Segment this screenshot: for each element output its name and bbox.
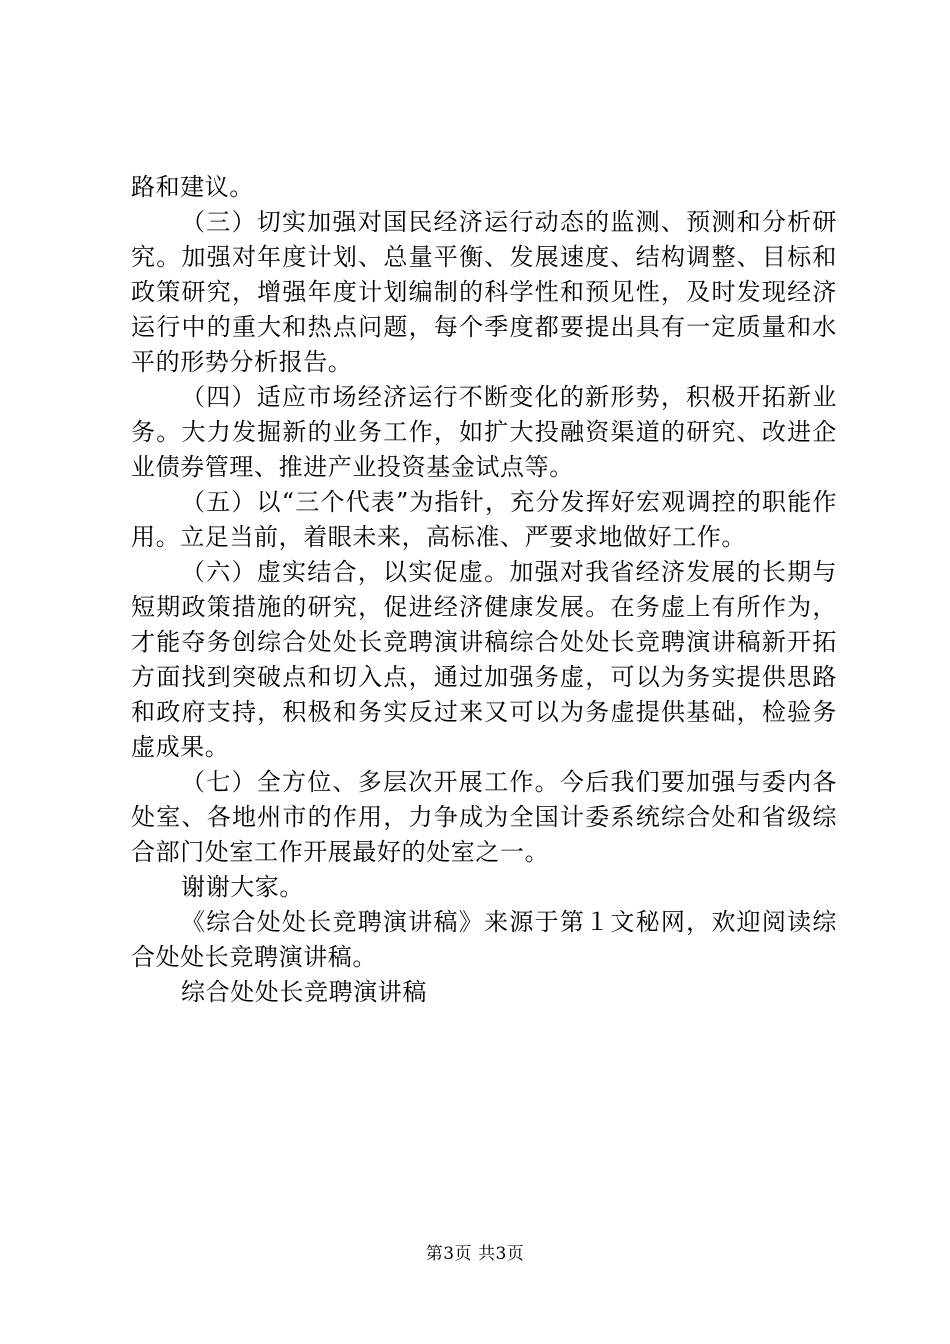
paragraph-thanks: 谢谢大家。: [181, 873, 304, 901]
page-footer: [0, 1242, 950, 1266]
paragraph-item-3: （三）切实加强对国民经济运行动态的监测、预测和分析研究。加强对年度计划、总量平衡、发展速度、结构调整、目标和政策研究，增强年度计划编制的科学性和预见性，及时发现经济运行中的重大和热点问题，每个季度都要提出具有一定质量和水平的形势分析报告。: [131, 208, 837, 376]
paragraph-item-4: （四）适应市场经济运行不断变化的新形势，积极开拓新业务。大力发掘新的业务工作，如扩大投融资渠道的研究、改进企业债券管理、推进产业投资基金试点等。: [131, 383, 837, 481]
paragraph-closing-title: 综合处处长竞聘演讲稿: [181, 978, 427, 1006]
page-number-label: 第3页 共3页: [425, 1244, 525, 1264]
paragraph-item-5: （五）以“三个代表”为指针，充分发挥好宏观调控的职能作用。立足当前，着眼未来，高标准、严要求地做好工作。: [131, 488, 837, 551]
paragraph-source-note: 《综合处处长竞聘演讲稿》来源于第１文秘网，欢迎阅读综合处处长竞聘演讲稿。: [131, 908, 837, 971]
paragraph-continuation: 路和建议。: [131, 173, 254, 201]
paragraph-item-6: （六）虚实结合，以实促虚。加强对我省经济发展的长期与短期政策措施的研究，促进经济健康发展。在务虚上有所作为，才能夺务创综合处处长竞聘演讲稿综合处处长竞聘演讲稿新开拓方面找到突破点和切入点，通过加强务虚，可以为务实提供思路和政府支持，积极和务实反过来又可以为务虚提供基础，检验务虚成果。: [131, 558, 837, 761]
paragraph-item-7: （七）全方位、多层次开展工作。今后我们要加强与委内各处室、各地州市的作用，力争成为全国计委系统综合处和省级综合部门处室工作开展最好的处室之一。: [131, 768, 837, 866]
document-body: [131, 170, 837, 1010]
